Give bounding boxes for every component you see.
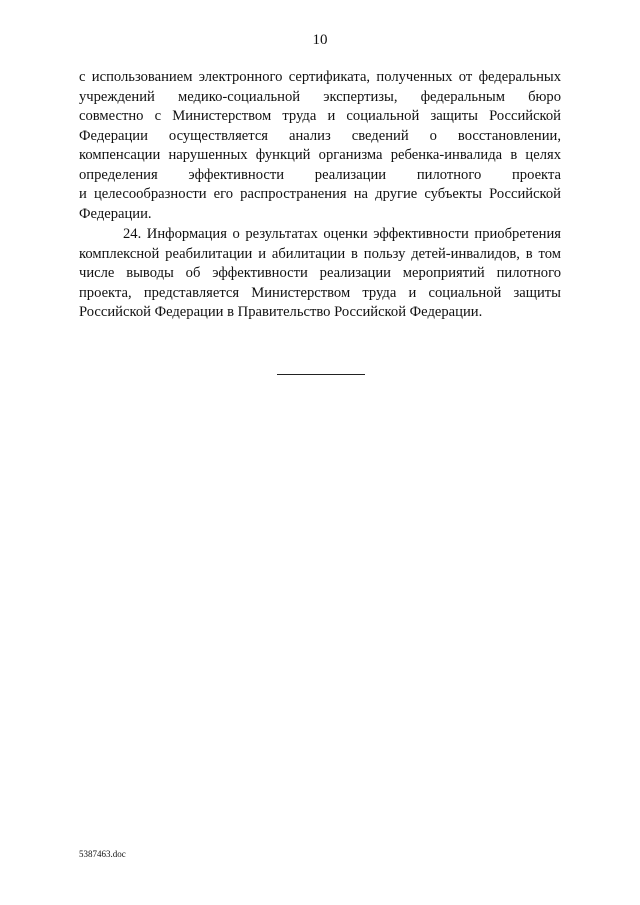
- paragraph-line: совместно с Министерством труда и социальной защиты Российской: [79, 108, 561, 124]
- end-of-document-separator: [277, 374, 365, 375]
- paragraph-line: и целесообразности его распространения на другие субъекты Российской: [79, 186, 561, 202]
- paragraph-line: с использованием электронного сертификата, полученных от федеральных: [79, 69, 561, 85]
- paragraph-line: комплексной реабилитации и абилитации в пользу детей-инвалидов, в том: [79, 245, 561, 262]
- paragraph-analysis: [79, 68, 561, 224]
- footer-file-code: 5387463.doc: [79, 849, 126, 859]
- paragraph-line: компенсации нарушенных функций организма ребенка-инвалида в целях: [79, 147, 561, 163]
- paragraph-line: определения эффективности реализации пилотного проекта: [79, 166, 561, 183]
- paragraph-line: числе выводы об эффективности реализации мероприятий пилотного: [79, 265, 561, 281]
- paragraph-item-24: [79, 225, 561, 323]
- paragraph-line: Федерации.: [79, 205, 152, 222]
- paragraph-line: Федерации осуществляется анализ сведений о восстановлении,: [79, 127, 561, 144]
- paragraph-line: Российской Федерации в Правительство Российской Федерации.: [79, 304, 483, 320]
- paragraph-line: учреждений медико-социальной экспертизы, федеральным бюро: [79, 88, 561, 105]
- paragraph-line: проекта, представляется Министерством труда и социальной защиты: [79, 284, 561, 301]
- page-number: 10: [312, 32, 328, 48]
- paragraph-line: 24. Информация о результатах оценки эффективности приобретения: [123, 226, 561, 242]
